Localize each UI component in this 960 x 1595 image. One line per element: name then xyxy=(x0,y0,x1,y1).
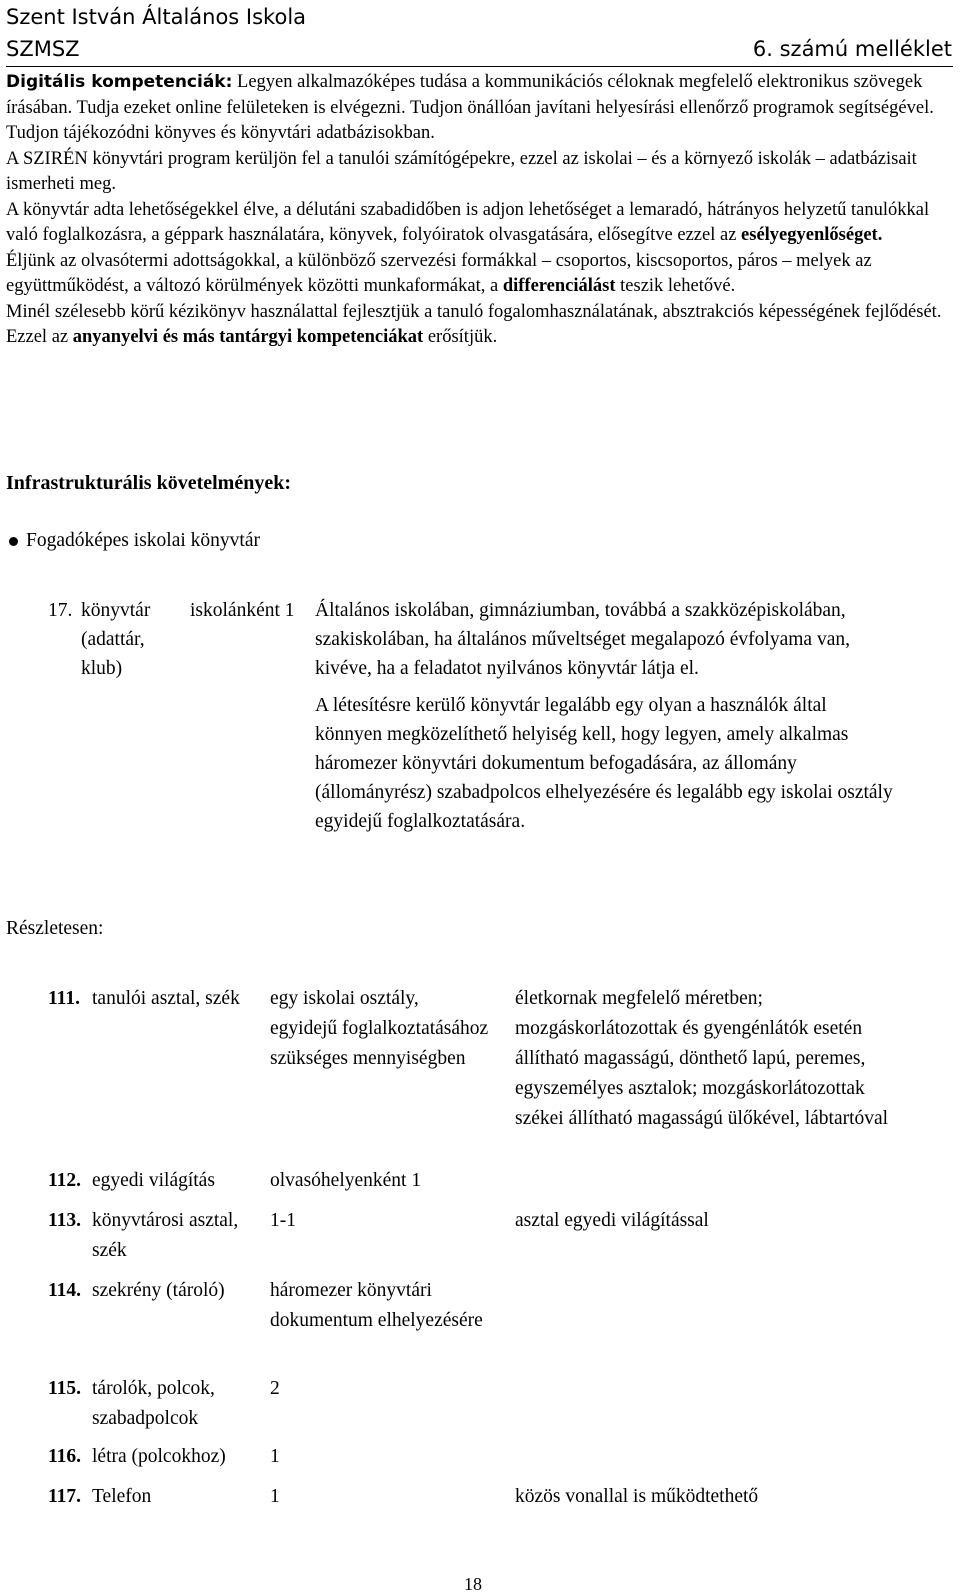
school-name: Szent István Általános Iskola xyxy=(6,5,307,29)
handbook-paragraph: Minél szélesebb körű kézikönyv használattal fejlesztjük a tanuló fogalomhasználatának, absztrakciós képességének fejlődését. Ezzel az anyanyelvi és más tantárgyi kompetenciákat erősítjük. xyxy=(6,301,942,347)
reading-room-paragraph: Éljünk az olvasótermi adottságokkal, a különböző szervezési formákkal – csoportos, kiscsoportos, páros – melyek az együttműködést, a változó körülmények közötti munkaformákat, a differenciálást teszik lehetővé. xyxy=(6,250,872,296)
page-number: 18 xyxy=(464,1574,482,1594)
item-17-number: 17. xyxy=(48,600,73,621)
item-17-quantity: iskolánként 1 xyxy=(190,600,295,621)
annex-label: 6. számú melléklet xyxy=(752,37,952,61)
item-17-name: könyvtár (adattár, klub) xyxy=(81,600,151,679)
header-divider xyxy=(6,66,953,67)
item-17-description: Általános iskolában, gimnáziumban, továbbá a szakközépiskolában, szakiskolában, ha általános műveltséget megalapozó évfolyama van, kivéve, ha a feladatot nyilvános könyvtár látja el. A létesítésre kerülő könyvtár legalább egy olyan a használók által könnyen megközelíthető helyiség kell, hogy legyen, amely alkalmas háromezer könyvtári dokumentum befogadására, az állomány (állományrész) szabadpolcos elhelyezésére és legalább egy iskolai osztály egyidejű foglalkoztatására. xyxy=(315,600,893,832)
digital-label: Digitális kompetenciák: xyxy=(6,72,233,92)
document-name: SZMSZ xyxy=(6,37,80,61)
bullet-item: Fogadóképes iskolai könyvtár xyxy=(6,530,260,552)
details-label: Részletesen: xyxy=(6,918,104,939)
section-heading: Infrastrukturális követelmények: xyxy=(6,472,291,494)
digital-competence-paragraph: Digitális kompetenciák: Legyen alkalmazóképes tudása a kommunikációs céloknak megfelelő elektronikus szövegek írásában. Tudja ezeket online felületeken is elvégezni. Tudjon önállóan javítani helyesírási ellenőrző programok segítségével. Tudjon tájékozódni könyves és könyvtári adatbázisokban. xyxy=(6,72,934,143)
bullet-icon xyxy=(9,537,18,546)
body-paragraphs xyxy=(6,70,956,351)
sziren-paragraph: A SZIRÉN könyvtári program kerüljön fel a tanulói számítógépekre, ezzel az iskolai – és a környező iskolák – adatbázisait ismerheti meg. xyxy=(6,148,917,194)
library-paragraph: A könyvtár adta lehetőségekkel élve, a délutáni szabadidőben is adjon lehetőséget a lemaradó, hátrányos helyzetű tanulókkal való foglalkozásra, a géppark használatára, könyvek, folyóiratok olvasgatására, elősegítve ezzel az esélyegyenlőséget. xyxy=(6,199,930,245)
